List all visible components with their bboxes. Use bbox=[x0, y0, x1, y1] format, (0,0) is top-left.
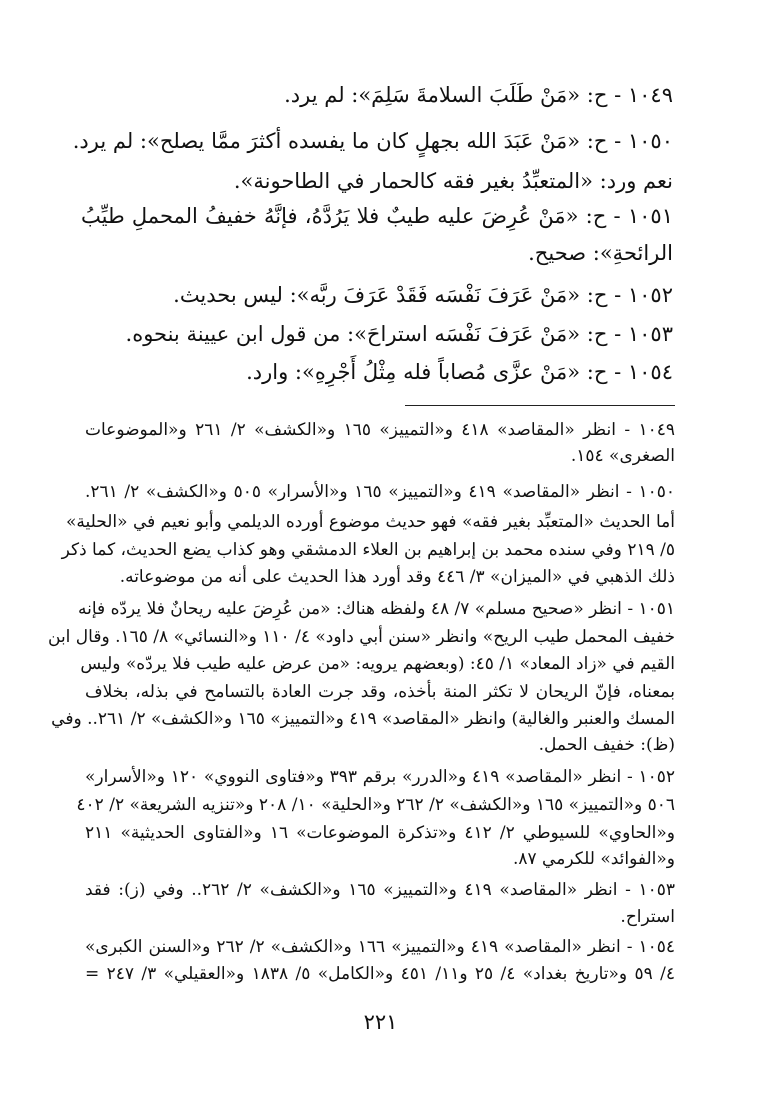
page-number: ٢٢١ bbox=[363, 1010, 398, 1034]
footnote-1050-line-1: ١٠٥٠ - انظر «المقاصد» ٤١٩ و«التمييز» ١٦٥ و«الأسرار» ٥٠٥ و«الكشف» ٢/ ٢٦١. bbox=[85, 482, 676, 502]
footnote-1051-line-2: خفيف المحمل طيب الريح» وانظر «سنن أبي داود» ٤/ ١١٠ و«النسائي» ٨/ ١٦٥. وقال ابن bbox=[48, 627, 675, 647]
footnote-1052-line-1: ١٠٥٢ - انظر «المقاصد» ٤١٩ و«الدرر» برقم ٣٩٣ و«فتاوى النووي» ١٢٠ و«الأسرار» bbox=[85, 767, 676, 787]
footnote-1049-line-1: ١٠٤٩ - انظر «المقاصد» ٤١٨ و«التمييز» ١٦٥ و«الكشف» ٢/ ٢٦١ و«الموضوعات bbox=[85, 420, 675, 440]
entry-1050: ١٠٥٠ - ح: «مَنْ عَبَدَ الله بجهلٍ كان ما يفسده أكثرَ ممَّا يصلح»: لم يرد. bbox=[72, 129, 673, 153]
footnote-1049-line-2: الصغرى» ١٥٤. bbox=[570, 446, 675, 466]
footnote-1051-line-6: (ظ): خفيف الحمل. bbox=[538, 735, 675, 755]
footnote-1051-line-5: المسك والعنبر والغالية) وانظر «المقاصد» ٤١٩ و«التمييز» ١٦٥ و«الكشف» ٢/ ٢٦١.. وفي bbox=[51, 709, 675, 729]
entry-1051-continuation: الرائحةِ»: صحيح. bbox=[528, 241, 673, 265]
footnote-divider bbox=[405, 405, 675, 406]
footnote-1050-line-3: ٥/ ٢١٩ وفي سنده محمد بن إبراهيم بن العلاء الدمشقي وهو كذاب يضع الحديث، كما ذكر bbox=[61, 540, 675, 560]
entry-1052: ١٠٥٢ - ح: «مَنْ عَرَفَ نَفْسَه فَقَدْ عَرَفَ ربَّه»: ليس بحديث. bbox=[173, 283, 673, 307]
entry-1050-continuation: نعم ورد: «المتعبِّدُ بغير فقه كالحمار في الطاحونة». bbox=[233, 169, 673, 193]
entry-1049: ١٠٤٩ - ح: «مَنْ طَلَبَ السلامةَ سَلِمَ»: لم يرد. bbox=[284, 83, 673, 107]
footnote-1052-line-4: و«الفوائد» للكرمي ٨٧. bbox=[512, 849, 675, 869]
footnote-1052-line-2: ٥٠٦ و«التمييز» ١٦٥ و«الكشف» ٢/ ٢٦٢ و«الحلية» ١٠/ ٢٠٨ و«تنزيه الشريعة» ٢/ ٤٠٢ bbox=[76, 795, 675, 815]
footnote-1053-line-1: ١٠٥٣ - انظر «المقاصد» ٤١٩ و«التمييز» ١٦٥ و«الكشف» ٢/ ٢٦٢.. وفي (ز): فقد bbox=[85, 880, 676, 900]
footnote-1054-line-2: ٤/ ٥٩ و«تاريخ بغداد» ٤/ ٢٥ و١١/ ٤٥١ و«الكامل» ٥/ ١٨٣٨ و«العقيلي» ٣/ ٢٤٧ = bbox=[85, 964, 675, 984]
footnote-1050-line-4: ذلك الذهبي في «الميزان» ٣/ ٤٤٦ وقد أورد هذا الحديث على أنه من موضوعاته. bbox=[119, 567, 675, 587]
entry-1051: ١٠٥١ - ح: «مَنْ عُرِضَ عليه طيبٌ فلا يَرُدَّهُ، فإنَّهُ خفيفُ المحملِ طيِّبُ bbox=[81, 204, 673, 228]
footnote-1051-line-3: القيم في «زاد المعاد» ١/ ٤٥: (وبعضهم يرويه: «من عرض عليه طيب فلا يردّه» وليس bbox=[80, 654, 675, 674]
footnote-1054-line-1: ١٠٥٤ - انظر «المقاصد» ٤١٩ و«التمييز» ١٦٦ و«الكشف» ٢/ ٢٦٢ و«السنن الكبرى» bbox=[85, 937, 675, 957]
footnote-1052-line-3: و«الحاوي» للسيوطي ٢/ ٤١٢ و«تذكرة الموضوعات» ١٦ و«الفتاوى الحديثية» ٢١١ bbox=[85, 823, 675, 843]
footnote-1051-line-1: ١٠٥١ - انظر «صحيح مسلم» ٧/ ٤٨ ولفظه هناك: «من عُرِضَ عليه ريحانٌ فلا يردّه فإنه bbox=[78, 599, 675, 619]
entry-1054: ١٠٥٤ - ح: «مَنْ عزَّى مُصاباً فله مِثْلُ أَجْرِهِ»: وارد. bbox=[246, 360, 673, 384]
footnote-1051-line-4: بمعناه، فإنّ الريحان لا تكثر المنة بأخذه، وقد جرت العادة بالتسامح في بذله، بخلاف bbox=[85, 682, 675, 702]
entry-1053: ١٠٥٣ - ح: «مَنْ عَرَفَ نَفْسَه استراحَ»: من قول ابن عيينة بنحوه. bbox=[125, 322, 673, 346]
footnote-1050-line-2: أما الحديث «المتعبِّد بغير فقه» فهو حديث موضوع أورده الديلمي وأبو نعيم في «الحلية» bbox=[65, 512, 675, 532]
footnote-1053-line-2: استراح. bbox=[620, 907, 675, 927]
